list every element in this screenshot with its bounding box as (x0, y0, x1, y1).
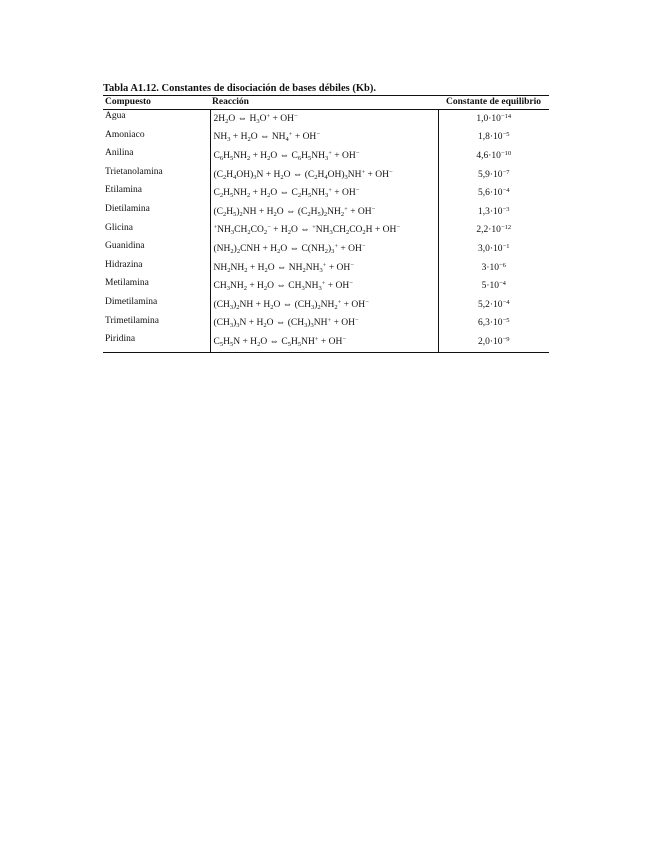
reaction-equation: $C_6H_5NH_2 + H_2O$ ⇔ $C_6H_5NH_3^+ + OH^-$ (210, 147, 438, 166)
table-row (103, 166, 549, 185)
reaction-equation: $NH_3 + H_2O$ ⇔ $NH_4^+ + OH^-$ (210, 129, 438, 148)
compound-name: Glicina (105, 222, 133, 233)
reaction-equation: $^+NH_3CH_2CO_2^- + H_2O$ ⇔ $^+NH_3CH_2CO_2H + OH^-$ (210, 222, 438, 241)
equilibrium-constant: $3\cdot 10^{-6}$ (481, 261, 506, 273)
reaction-equation: $NH_2NH_2 + H_2O$ ⇔ $NH_2NH_3^+ + OH^-$ (210, 259, 438, 278)
compound-name: Trietanolamina (105, 166, 163, 177)
reaction-equation: $(CH_3)_3N + H_2O$ ⇔ $(CH_3)_3NH^+ + OH^-$ (210, 315, 438, 334)
equilibrium-constant: $5,9\cdot 10^{-7}$ (478, 168, 510, 180)
table-body (103, 110, 549, 353)
header-reaction: Reacción (210, 96, 438, 110)
equilibrium-constant: $6,3\cdot 10^{-5}$ (478, 317, 510, 329)
header-compound: Compuesto (103, 96, 210, 110)
reaction-equation: $CH_3NH_2 + H_2O$ ⇔ $CH_3NH_3^+ + OH^-$ (210, 277, 438, 296)
table-row (103, 277, 549, 296)
compound-name: Etilamina (105, 185, 142, 196)
compound-name: Agua (105, 111, 126, 121)
compound-name: Trimetilamina (105, 315, 160, 326)
reaction-equation: $C_5H_5N + H_2O$ ⇔ $C_5H_5NH^+ + OH^-$ (210, 333, 438, 352)
table-header (103, 96, 549, 110)
equilibrium-constant: $2,2\cdot 10^{-12}$ (476, 224, 512, 236)
table-row (103, 222, 549, 241)
compound-name: Amoniaco (105, 129, 145, 140)
reaction-equation: $2H_2O$ ⇔ $H_3O^+ + OH^-$ (210, 110, 438, 129)
table-caption: Tabla A1.12. Constantes de disociación de bases débiles (Kb). (103, 83, 376, 94)
equilibrium-constant: $1,3\cdot 10^{-3}$ (478, 205, 510, 217)
compound-name: Metilamina (105, 278, 149, 289)
reaction-equation: $C_2H_5NH_2 + H_2O$ ⇔ $C_2H_5NH_3^+ + OH^-$ (210, 184, 438, 203)
reaction-equation: $(C_2H_4OH)_3N + H_2O$ ⇔ $(C_2H_4OH)_3NH^+ + OH^-$ (210, 166, 438, 185)
table-row (103, 110, 549, 129)
equilibrium-constant: $2,0\cdot 10^{-9}$ (438, 333, 549, 352)
header-constant: Constante de equilibrio (438, 96, 549, 110)
equilibrium-constant: $3,0\cdot 10^{-1}$ (478, 242, 510, 254)
compound-name: Dietilamina (105, 203, 150, 214)
table-row (103, 203, 549, 222)
equilibrium-constant: $1,8\cdot 10^{-5}$ (478, 131, 510, 143)
table-block (103, 82, 549, 353)
header-row (103, 96, 549, 110)
equilibrium-constant: $5,6\cdot 10^{-4}$ (478, 187, 510, 199)
compound-name: Hidrazina (105, 259, 143, 270)
equilibrium-constant: $5\cdot 10^{-4}$ (481, 280, 506, 292)
equilibrium-constant: $4,6\cdot 10^{-10}$ (476, 149, 512, 161)
compound-name: Dimetilamina (105, 296, 158, 307)
table-row (103, 129, 549, 148)
bases-table (103, 95, 549, 353)
table-row (103, 315, 549, 334)
equilibrium-constant: $5,2\cdot 10^{-4}$ (478, 298, 510, 310)
reaction-equation: $(C_2H_5)_2NH + H_2O$ ⇔ $(C_2H_5)_2NH_2^+ + OH^-$ (210, 203, 438, 222)
compound-name: Guanidina (105, 241, 145, 252)
reaction-equation: $(NH_2)_2CNH + H_2O$ ⇔ $C(NH_2)_3^+ + OH^-$ (210, 240, 438, 259)
equilibrium-constant: $1,0\cdot 10^{-14}$ (476, 112, 512, 124)
table-row (103, 296, 549, 315)
table-row (103, 240, 549, 259)
compound-name: Piridina (103, 333, 210, 352)
table-row (103, 147, 549, 166)
compound-name: Anilina (105, 148, 134, 159)
table-row (103, 333, 549, 352)
table-row (103, 259, 549, 278)
table-row (103, 184, 549, 203)
reaction-equation: $(CH_3)_2NH + H_2O$ ⇔ $(CH_3)_2NH_2^+ + OH^-$ (210, 296, 438, 315)
